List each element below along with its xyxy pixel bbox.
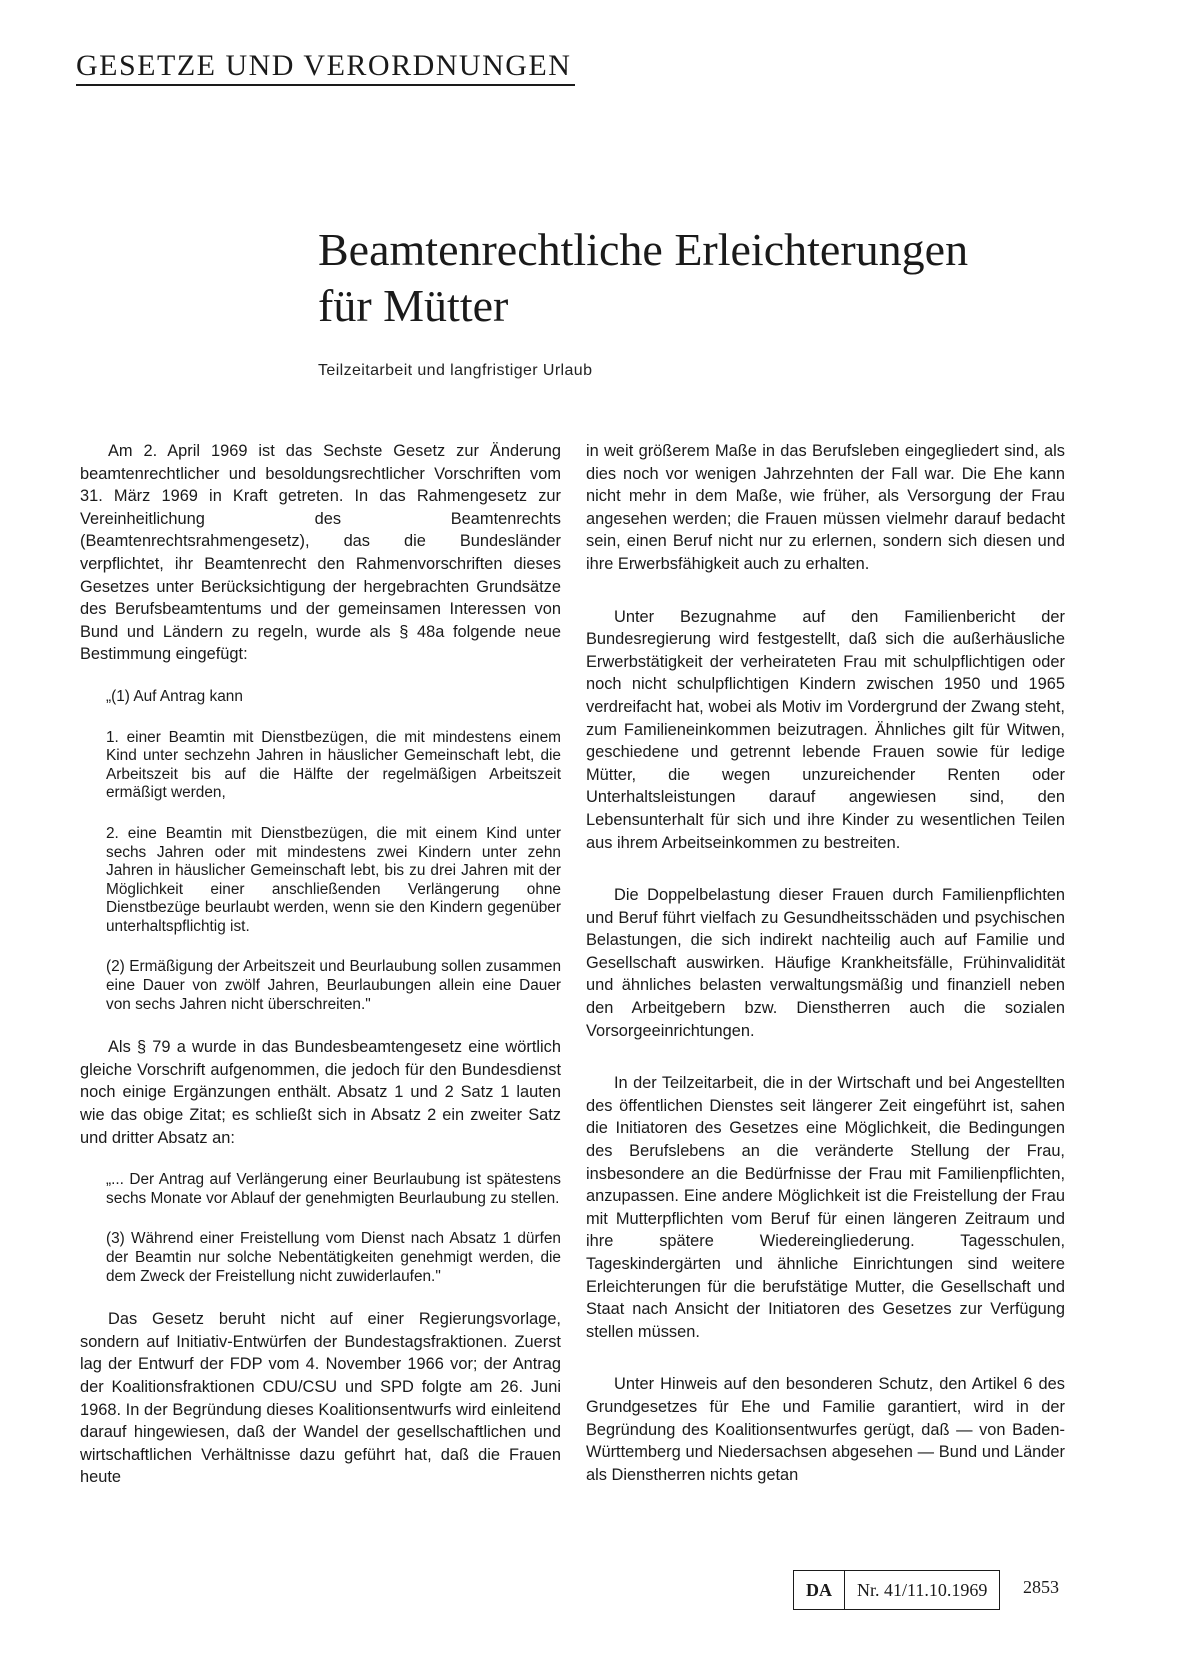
quote-2-a: „... Der Antrag auf Verlängerung einer Beurlaubung ist spätestens sechs Monate vor Ablauf der genehmigten Beurlaubung zu stellen.	[106, 1171, 561, 1207]
paragraph: In der Teilzeitarbeit, die in der Wirtschaft und bei Angestellten des öffentlichen Dienstes seit längerer Zeit eingeführt ist, sahen die Initiatoren des Gesetzes eine Möglichkeit, die Bedingungen des Berufslebens an die veränderte Stellung der Frau, insbesondere an die Bedürfnisse der Frau mit Familienpflichten, anzupassen. Eine andere Möglichkeit ist die Freistellung der Frau mit Mutterpflichten vom Beruf für einen längeren Zeitraum und ihre spätere Wiedereingliederung. Tagesschulen, Tageskindergärten und ähnliche Einrichtungen sind weitere Erleichterungen für die berufstätige Mutter, die Gesellschaft und Staat nach Ansicht der Initiatoren des Gesetzes zur Verfügung stellen müssen.	[586, 1074, 1065, 1341]
quote-2-b: (3) Während einer Freistellung vom Dienst nach Absatz 1 dürfen der Beamtin nur solche Nebentätigkeiten genehmigt werden, die dem Zweck der Freistellung nicht zuwiderlaufen."	[106, 1230, 561, 1285]
paragraph: Die Doppelbelastung dieser Frauen durch Familienpflichten und Beruf führt vielfach zu Gesundheitsschäden und psychischen Belastungen, die sich indirekt nachteilig auch auf Familie und Gesellschaft auswirken. Häufige Krankheitsfälle, Frühinvalidität und ähnliches belasten verwaltungsmäßig und finanziell neben den Arbeitgebern bzw. Dienstherren auch die sozialen Vorsorgeeinrichtungen.	[586, 886, 1065, 1040]
article-title-line-1: Beamtenrechtliche Erleichterungen	[318, 224, 969, 275]
left-column	[80, 440, 561, 1489]
paragraph: Als § 79 a wurde in das Bundesbeamtengesetz eine wörtlich gleiche Vorschrift aufgenommen, die jedoch für den Bundesdienst noch einige Ergänzungen enthält. Absatz 1 und 2 Satz 1 lauten wie das obige Zitat; es schließt sich in Absatz 2 ein zweiter Satz und dritter Absatz an:	[80, 1038, 561, 1147]
publication-logo: DA	[794, 1571, 845, 1609]
right-column	[586, 440, 1065, 1486]
quote-item-1: 1. einer Beamtin mit Dienstbezügen, die mit mindestens einem Kind unter sechzehn Jahren in häuslicher Gemeinschaft lebt, die Arbeitszeit bis auf die Hälfte der regelmäßigen Arbeitszeit ermäßigt werden,	[106, 728, 561, 802]
issue-number: Nr. 41/11.10.1969	[857, 1579, 988, 1600]
page-number: 2853	[1023, 1577, 1059, 1597]
quote-intro: „(1) Auf Antrag kann	[106, 687, 243, 705]
issue-box	[793, 1570, 1000, 1610]
paragraph: Unter Hinweis auf den besonderen Schutz, den Artikel 6 des Grundgesetzes für Ehe und Familie garantiert, wird in der Begründung des Koalitionsentwurfes gerügt, daß — von Baden-Württemberg und Niedersachsen abgesehen — Bund und Länder als Dienstherren nichts getan	[586, 1375, 1065, 1484]
article-subtitle: Teilzeitarbeit und langfristiger Urlaub	[318, 362, 593, 379]
paragraph: Am 2. April 1969 ist das Sechste Gesetz zur Änderung beamtenrechtlicher und besoldungsrechtlicher Vorschriften vom 31. März 1969 in Kraft getreten. In das Rahmengesetz zur Vereinheitlichung des Beamtenrechts (Beamtenrechtsrahmengesetz), das die Bundesländer verpflichtet, ihr Beamtenrecht den Rahmenvorschriften dieses Gesetzes unter Berücksichtigung der hergebrachten Grundsätze des Berufsbeamtentums und der gemeinsamen Interessen von Bund und Ländern zu regeln, wurde als § 48a folgende neue Bestimmung eingefügt:	[80, 442, 561, 664]
section-heading: GESETZE UND VERORDNUNGEN	[76, 48, 575, 86]
quote-item-2: 2. eine Beamtin mit Dienstbezügen, die mit einem Kind unter sechs Jahren oder mit mindestens zwei Kindern unter zehn Jahren in häuslicher Gemeinschaft lebt, bis zu drei Jahren mit der Möglichkeit einer anschließenden Verlängerung ohne Dienstbezüge beurlaubt werden, wenn sie den Kindern gegenüber unterhaltspflichtig ist.	[106, 824, 561, 935]
paragraph: Unter Bezugnahme auf den Familienbericht der Bundesregierung wird festgestellt, daß sich die außerhäusliche Erwerbstätigkeit der verheirateten Frau mit schulpflichtigen oder noch nicht schulpflichtigen Kindern zwischen 1950 und 1965 verdreifacht hat, wobei als Motiv im Vordergrund der Zwang steht, zum Familieneinkommen beizutragen. Ähnliches gilt für Witwen, geschiedene und getrennt lebende Frauen sowie für ledige Mütter, die wegen unzureichender Renten oder Unterhaltsleistungen darauf angewiesen sind, den Lebensunterhalt für sich und ihre Kinder zu wesentlichen Teilen aus ihrem Arbeitseinkommen zu bestreiten.	[586, 607, 1065, 852]
quote-paragraph-2: (2) Ermäßigung der Arbeitszeit und Beurlaubung sollen zusammen eine Dauer von zwölf Jahren, Beurlaubungen allein eine Dauer von sechs Jahren nicht überschreiten."	[106, 958, 561, 1013]
article-title-line-2: für Mütter	[318, 280, 509, 331]
article-title	[318, 222, 1078, 334]
paragraph: Das Gesetz beruht nicht auf einer Regierungsvorlage, sondern auf Initiativ-Entwürfen der Bundestagsfraktionen. Zuerst lag der Entwurf der FDP vom 4. November 1966 vor; der Antrag der Koalitionsfraktionen CDU/CSU und SPD folgte am 26. Juni 1968. In der Begründung dieses Koalitionsentwurfs wird einleitend darauf hingewiesen, daß der Wandel der gesellschaftlichen und wirtschaftlichen Verhältnisse dazu geführt hat, daß die Frauen heute	[80, 1310, 561, 1487]
paragraph: in weit größerem Maße in das Berufsleben eingegliedert sind, als dies noch vor wenigen Jahrzehnten der Fall war. Die Ehe kann nicht mehr in dem Maße, wie früher, als Versorgung der Frau angesehen werden; die Frauen müssen vielmehr darauf bedacht sein, einen Beruf nicht nur zu erlernen, sondern sich diesen und ihre Erwerbsfähigkeit auch zu erhalten.	[586, 442, 1065, 573]
